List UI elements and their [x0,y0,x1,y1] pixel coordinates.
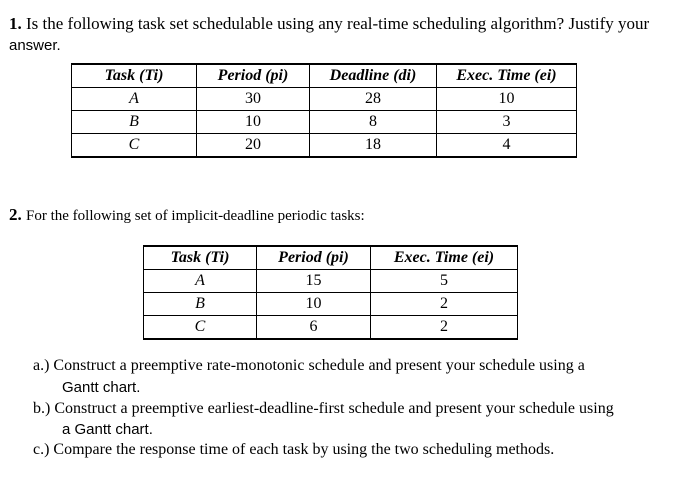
header-exec-time: Exec. Time (ei) [371,246,518,270]
table-row [72,88,577,111]
subquestion-b-line-1: b.) Construct a preemptive earliest-deadline-first schedule and present your schedule using [33,400,614,417]
table-row [72,134,577,158]
table-row [72,111,577,134]
cell-period: 6 [257,316,371,340]
question-1-text: Is the following task set schedulable using any real-time scheduling algorithm? Justify your [26,14,650,33]
subquestion-a-line-1: a.) Construct a preemptive rate-monotonic schedule and present your schedule using a [33,357,585,374]
cell-deadline: 8 [310,111,437,134]
table-header-row [144,246,518,270]
subquestion-b-line-2: a Gantt chart. [62,421,153,438]
cell-exec-time: 5 [371,270,518,293]
table-row [144,270,518,293]
cell-task: B [144,293,257,316]
cell-task: C [72,134,197,158]
question-1-line-2: answer. [9,37,61,54]
cell-exec-time: 4 [437,134,577,158]
cell-deadline: 28 [310,88,437,111]
question-1-line-1 [9,14,649,34]
task-table-1 [71,63,577,158]
header-task: Task (Ti) [144,246,257,270]
table-row [144,316,518,340]
question-2-text: For the following set of implicit-deadline periodic tasks: [26,208,365,224]
header-task: Task (Ti) [72,64,197,88]
cell-period: 20 [197,134,310,158]
subquestion-a-line-2: Gantt chart. [62,379,141,396]
cell-exec-time: 3 [437,111,577,134]
cell-period: 15 [257,270,371,293]
cell-exec-time: 10 [437,88,577,111]
cell-task: B [72,111,197,134]
cell-exec-time: 2 [371,293,518,316]
cell-task: A [144,270,257,293]
table-row [144,293,518,316]
header-exec-time: Exec. Time (ei) [437,64,577,88]
cell-period: 10 [197,111,310,134]
cell-deadline: 18 [310,134,437,158]
question-2-number: 2. [9,205,22,224]
task-table-2 [143,245,518,340]
cell-task: C [144,316,257,340]
table-header-row [72,64,577,88]
header-period: Period (pi) [197,64,310,88]
cell-exec-time: 2 [371,316,518,340]
header-deadline: Deadline (di) [310,64,437,88]
cell-period: 10 [257,293,371,316]
question-1-number: 1. [9,14,22,33]
question-2 [9,205,365,226]
header-period: Period (pi) [257,246,371,270]
cell-period: 30 [197,88,310,111]
cell-task: A [72,88,197,111]
subquestion-c-line-1: c.) Compare the response time of each task by using the two scheduling methods. [33,441,555,458]
